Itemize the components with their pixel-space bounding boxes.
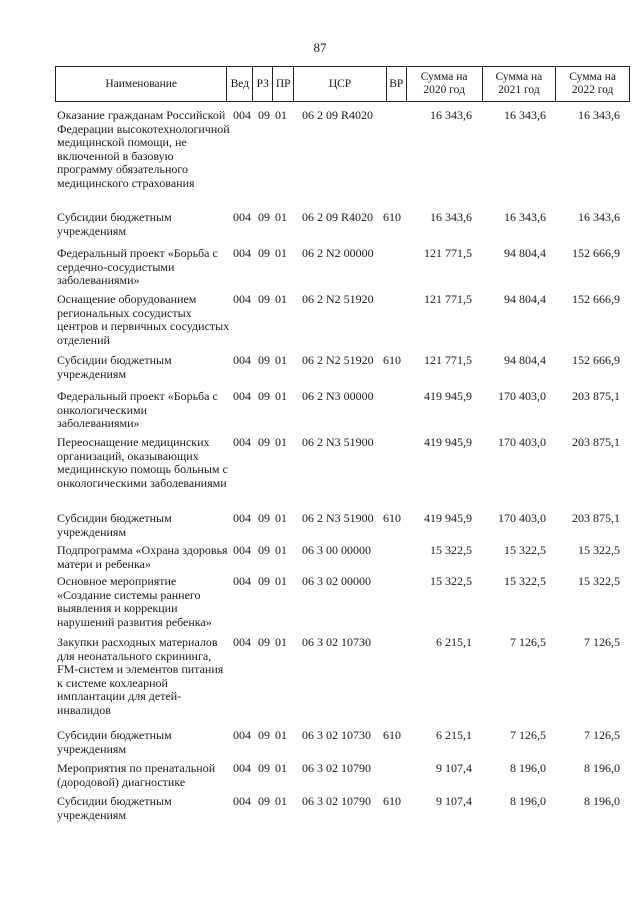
row-sum-2020: 6 215,1 [436, 635, 472, 649]
row-csr: 06 2 N2 51920 [302, 353, 374, 367]
row-sum-2022: 203 875,1 [572, 389, 620, 403]
row-name: Переоснащение медицинских организаций, оказывающих медицинскую помощь больным с онкологическими заболеваниями [57, 435, 228, 490]
row-name: Оснащение оборудованием региональных сосудистых центров и первичных сосудистых отделений [57, 292, 230, 347]
row-csr: 06 3 02 10730 [302, 728, 371, 742]
row-pr: 01 [275, 635, 287, 649]
row-sum-2022: 15 322,5 [578, 543, 620, 557]
row-rz: 09 [258, 292, 270, 306]
row-csr: 06 3 02 10790 [302, 794, 371, 808]
row-sum-2021: 170 403,0 [498, 511, 546, 525]
row-sum-2022: 203 875,1 [572, 511, 620, 525]
row-ved: 004 [233, 635, 251, 649]
row-pr: 01 [275, 389, 287, 403]
row-sum-2021: 94 804,4 [504, 246, 546, 260]
row-csr: 06 3 02 10730 [302, 635, 371, 649]
row-sum-2020: 419 945,9 [424, 511, 472, 525]
row-sum-2020: 16 343,6 [430, 108, 472, 122]
row-pr: 01 [275, 511, 287, 525]
row-ved: 004 [233, 794, 251, 808]
row-rz: 09 [258, 635, 270, 649]
row-sum-2020: 9 107,4 [436, 794, 472, 808]
header-sum-2021: Сумма на 2021 год [483, 67, 557, 101]
row-csr: 06 2 09 R4020 [302, 210, 374, 224]
row-csr: 06 2 N3 00000 [302, 389, 374, 403]
row-sum-2020: 15 322,5 [430, 543, 472, 557]
row-sum-2021: 8 196,0 [510, 794, 546, 808]
row-name: Субсидии бюджетным учреждениям [57, 210, 172, 238]
row-csr: 06 2 N3 51900 [302, 435, 374, 449]
row-sum-2020: 6 215,1 [436, 728, 472, 742]
header-sum-2022: Сумма на 2022 год [569, 71, 616, 96]
row-vr: 610 [383, 511, 401, 525]
row-rz: 09 [258, 246, 270, 260]
row-sum-2020: 16 343,6 [430, 210, 472, 224]
row-sum-2021: 16 343,6 [504, 210, 546, 224]
row-rz: 09 [258, 435, 270, 449]
row-csr: 06 3 02 10790 [302, 761, 371, 775]
row-sum-2021: 170 403,0 [498, 389, 546, 403]
header-vr: ВР [387, 67, 407, 101]
header-ved: Вед [227, 67, 253, 101]
row-sum-2021: 15 322,5 [504, 543, 546, 557]
row-ved: 004 [233, 210, 251, 224]
row-pr: 01 [275, 292, 287, 306]
row-pr: 01 [275, 728, 287, 742]
row-csr: 06 3 00 00000 [302, 543, 371, 557]
row-ved: 004 [233, 543, 251, 557]
row-rz: 09 [258, 511, 270, 525]
row-name: Субсидии бюджетным учреждениям [57, 728, 172, 756]
row-pr: 01 [275, 246, 287, 260]
row-ved: 004 [233, 574, 251, 588]
row-sum-2022: 203 875,1 [572, 435, 620, 449]
row-ved: 004 [233, 435, 251, 449]
row-sum-2020: 419 945,9 [424, 389, 472, 403]
row-name: Закупки расходных материалов для неонатального скрининга, FM-систем и элементов питания к системе кохлеарной имплантации для детей-инвалидов [57, 635, 224, 717]
row-sum-2021: 16 343,6 [504, 108, 546, 122]
header-name: Наименование [56, 67, 227, 101]
row-vr: 610 [383, 353, 401, 367]
header-sum-2020: Сумма на 2020 год [407, 67, 483, 101]
page-number: 87 [313, 40, 327, 55]
row-rz: 09 [258, 389, 270, 403]
row-rz: 09 [258, 728, 270, 742]
row-rz: 09 [258, 210, 270, 224]
row-pr: 01 [275, 794, 287, 808]
row-name: Федеральный проект «Борьба с сердечно-сосудистыми заболеваниями» [57, 246, 218, 287]
row-ved: 004 [233, 511, 251, 525]
row-pr: 01 [275, 353, 287, 367]
row-csr: 06 2 09 R4020 [302, 108, 374, 122]
table-header [55, 66, 630, 102]
row-vr: 610 [383, 794, 401, 808]
row-sum-2021: 8 196,0 [510, 761, 546, 775]
row-ved: 004 [233, 728, 251, 742]
row-sum-2022: 8 196,0 [584, 761, 620, 775]
row-name: Подпрограмма «Охрана здоровья матери и ребенка» [57, 543, 228, 571]
row-sum-2022: 16 343,6 [578, 210, 620, 224]
row-pr: 01 [275, 543, 287, 557]
row-rz: 09 [258, 761, 270, 775]
header-rz: РЗ [253, 67, 273, 101]
row-rz: 09 [258, 574, 270, 588]
row-sum-2022: 8 196,0 [584, 794, 620, 808]
row-name: Мероприятия по пренатальной (дородовой) диагностике [57, 761, 216, 789]
row-csr: 06 2 N2 51920 [302, 292, 374, 306]
row-pr: 01 [275, 210, 287, 224]
row-vr: 610 [383, 210, 401, 224]
row-sum-2022: 16 343,6 [578, 108, 620, 122]
row-pr: 01 [275, 435, 287, 449]
row-pr: 01 [275, 761, 287, 775]
row-sum-2022: 7 126,5 [584, 728, 620, 742]
header-pr: ПР [273, 67, 294, 101]
row-name: Субсидии бюджетным учреждениям [57, 353, 172, 381]
row-ved: 004 [233, 246, 251, 260]
row-pr: 01 [275, 574, 287, 588]
row-sum-2020: 121 771,5 [424, 246, 472, 260]
row-vr: 610 [383, 728, 401, 742]
row-sum-2021: 94 804,4 [504, 292, 546, 306]
row-sum-2020: 121 771,5 [424, 353, 472, 367]
row-sum-2020: 121 771,5 [424, 292, 472, 306]
row-sum-2022: 152 666,9 [572, 246, 620, 260]
row-sum-2022: 15 322,5 [578, 574, 620, 588]
row-sum-2021: 7 126,5 [510, 635, 546, 649]
row-sum-2021: 170 403,0 [498, 435, 546, 449]
row-sum-2022: 152 666,9 [572, 292, 620, 306]
row-ved: 004 [233, 108, 251, 122]
row-name: Субсидии бюджетным учреждениям [57, 511, 172, 539]
row-csr: 06 2 N2 00000 [302, 246, 374, 260]
row-csr: 06 3 02 00000 [302, 574, 371, 588]
row-name: Федеральный проект «Борьба с онкологическими заболеваниями» [57, 389, 218, 430]
row-ved: 004 [233, 761, 251, 775]
row-sum-2020: 9 107,4 [436, 761, 472, 775]
header-csr: ЦСР [294, 67, 387, 101]
row-sum-2021: 15 322,5 [504, 574, 546, 588]
row-name: Субсидии бюджетным учреждениям [57, 794, 172, 822]
row-ved: 004 [233, 389, 251, 403]
row-rz: 09 [258, 794, 270, 808]
row-name: Оказание гражданам Российской Федерации высокотехнологичной медицинской помощи, не включенной в базовую программу обязательного медицинского страхования [57, 108, 230, 190]
row-sum-2020: 419 945,9 [424, 435, 472, 449]
row-rz: 09 [258, 353, 270, 367]
row-ved: 004 [233, 292, 251, 306]
row-sum-2021: 7 126,5 [510, 728, 546, 742]
row-name: Основное мероприятие «Создание системы раннего выявления и коррекции нарушений развития ребенка» [57, 574, 212, 629]
row-sum-2020: 15 322,5 [430, 574, 472, 588]
row-rz: 09 [258, 108, 270, 122]
row-rz: 09 [258, 543, 270, 557]
row-pr: 01 [275, 108, 287, 122]
row-sum-2021: 94 804,4 [504, 353, 546, 367]
row-sum-2022: 7 126,5 [584, 635, 620, 649]
row-ved: 004 [233, 353, 251, 367]
row-csr: 06 2 N3 51900 [302, 511, 374, 525]
row-sum-2022: 152 666,9 [572, 353, 620, 367]
